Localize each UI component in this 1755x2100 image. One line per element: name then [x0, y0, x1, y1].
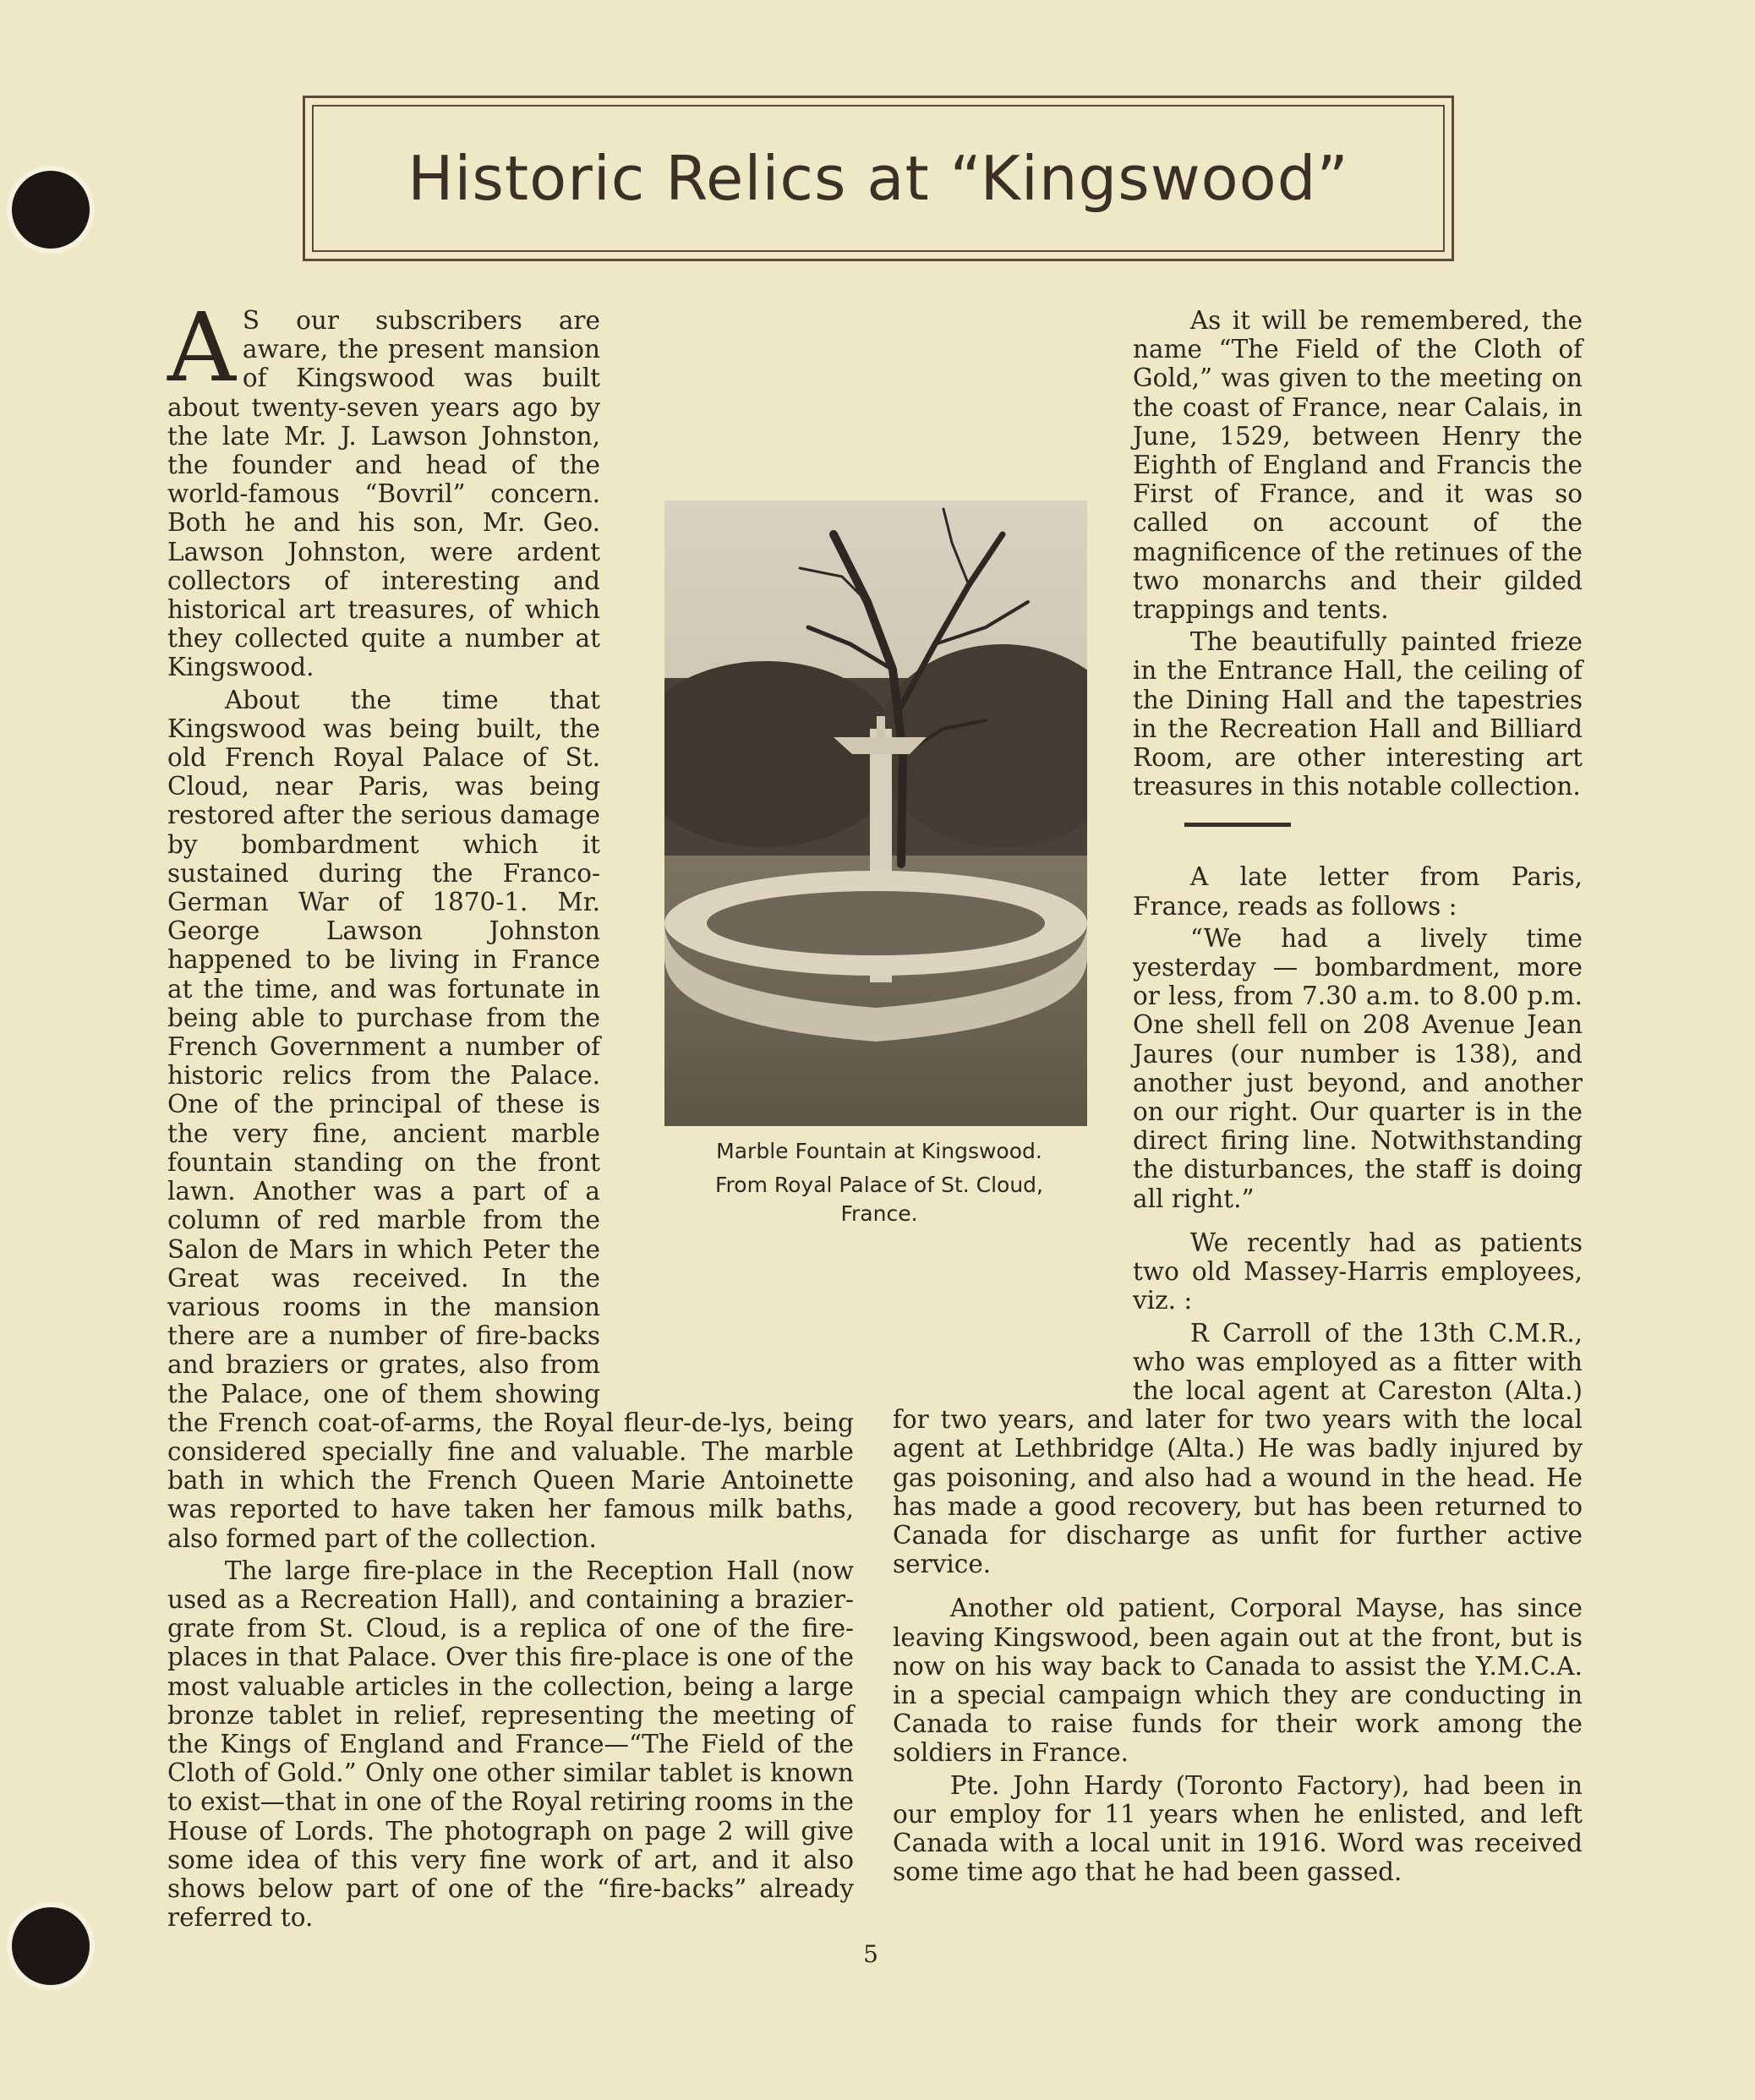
- mayse-paragraph: Another old patient, Corporal Mayse, has since leaving Kingswood, been again out at the front, but is now on his way back to Canada to assist the Y.M.C.A. in a special campaign which they are conducting in Canada to raise funds for their work among the soldiers in France.: [893, 1594, 1583, 1768]
- binder-hole-top: [12, 171, 90, 249]
- section-divider: [1184, 823, 1291, 827]
- page-title: Historic Relics at “Kingswood”: [407, 143, 1349, 214]
- hardy-paragraph: Pte. John Hardy (Toronto Factory), had been in our employ for 11 years when he enlisted, and left Canada with a local unit in 1916. Word was received some time ago that he had been gassed.: [893, 1770, 1583, 1887]
- title-frame: [303, 96, 1454, 261]
- drop-cap: A: [167, 293, 236, 403]
- paris-letter-quote: “We had a lively time yesterday — bombardment, more or less, from 7.30 a.m. to 8.00 p.m. One shell fell on 208 Avenue Jean Jaures (our number is 138), and another just beyond, and another on our right. Our quarter is in the direct firing line. Notwithstanding the disturbances, the staff is doing all right.”: [1133, 923, 1583, 1213]
- paris-letter-intro: A late letter from Paris, France, reads as follows :: [1133, 862, 1583, 921]
- binder-hole-bottom: [12, 1907, 90, 1985]
- art-treasures-paragraph: The beautifully painted frieze in the Entrance Hall, the ceiling of the Dining Hall and the tapestries in the Recreation Hall and Billiard Room, are other interesting art treasures in this notable collection.: [1133, 627, 1583, 801]
- caption-line-1: Marble Fountain at Kingswood.: [716, 1139, 1042, 1163]
- caption-line-3: France.: [840, 1201, 918, 1226]
- st-cloud-paragraph: About the time that Kingswood was being built, the old French Royal Palace of St. Cloud, near Paris, was being restored after the serious damage by bombardment which it sustained during the Franco-German War of 1870-1. Mr. George Lawson Johnston happened to be living in France at the time, and was fortunate in being able to purchase from the French Government a number of historic relics from the Palace. One of the principal of these is the very fine, ancient marble fountain standing on the front lawn. Another was a part of a column of red marble from the Salon de Mars in which Peter the Great was received. In the various rooms in the mansion there are a number of fire-backs and braziers or grates, also from the Palace, one of them showing the French coat-of-arms, the Royal fleur-de-lys, being considered specially fine and valuable. The marble bath in which the French Queen Marie Antoinette was reported to have taken her famous milk baths, also formed part of the collection.: [167, 685, 854, 1553]
- caption-line-2: From Royal Palace of St. Cloud,: [714, 1173, 1043, 1197]
- page-number: 5: [863, 1940, 878, 1968]
- intro-paragraph: A S our subscribers are aware, the present mansion of Kingswood was built about twenty-seven years ago by the late Mr. J. Lawson Johnston, the founder and head of the world-famous “Bovril” concern. Both he and his son, Mr. Geo. Lawson Johnston, were ardent collectors of interesting and historical art treasures, of which they collected quite a number at Kingswood.: [167, 293, 600, 682]
- fountain-illustration: [664, 500, 1087, 1126]
- fireplace-paragraph: The large fire-place in the Reception Hall (now used as a Recreation Hall), and containing a brazier-grate from St. Cloud, is a replica of one of the fire-places in that Palace. Over this fire-place is one of the most valuable articles in the collection, being a large bronze tablet in relief, representing the meeting of the Kings of England and France—“The Field of the Cloth of Gold.” Only one other similar tablet is known to exist—that in one of the Royal retiring rooms in the House of Lords. The photograph on page 2 will give some idea of this very fine work of art, and it also shows below part of one of the “fire-backs” already referred to.: [167, 1556, 854, 1933]
- fountain-photo: [664, 500, 1087, 1126]
- carroll-paragraph: R Carroll of the 13th C.M.R., who was employed as a fitter with the local agent at Careston (Alta.) for two years, and later for two years with the local agent at Lethbridge (Alta.) He was badly injured by gas poisoning, and also had a wound in the head. He has made a good recovery, but has been returned to Canada for discharge as unfit for further active service.: [893, 1318, 1583, 1579]
- title-frame-inner: [312, 105, 1445, 252]
- photo-caption: [642, 1135, 1116, 1226]
- patients-intro: We recently had as patients two old Massey-Harris employees, viz. :: [1133, 1228, 1583, 1315]
- cloth-of-gold-paragraph: As it will be remembered, the name “The Field of the Cloth of Gold,” was given to the meeting on the coast of France, near Calais, in June, 1529, between Henry the Eighth of England and Francis the First of France, and it was so called on account of the magnificence of the retinues of the two monarchs and their gilded trappings and tents.: [1133, 306, 1583, 625]
